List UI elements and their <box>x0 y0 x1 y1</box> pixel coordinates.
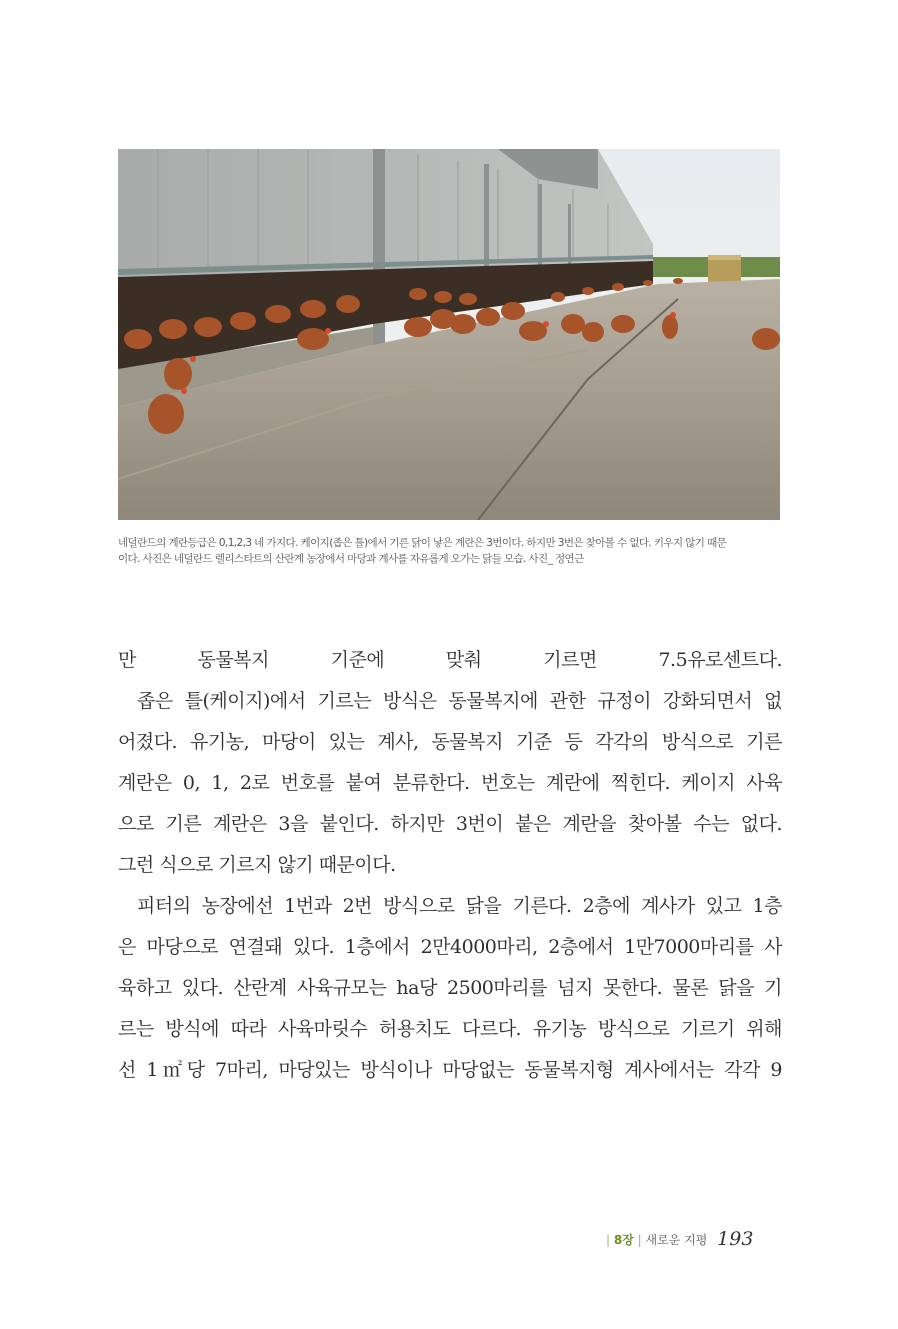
body-text <box>118 640 782 1091</box>
paragraph-line: 어졌다. 유기농, 마당이 있는 계사, 동물복지 기준 등 각각의 방식으로 기른 <box>118 731 782 753</box>
paragraph-line: 만 동물복지 기준에 맞춰 기르면 7.5유로센트다. <box>118 649 782 671</box>
paragraph-line: 육하고 있다. 산란계 사육규모는 ha당 2500마리를 넘지 못한다. 물론 닭을 기 <box>118 977 782 999</box>
paragraph-line: 좁은 틀(케이지)에서 기르는 방식은 동물복지에 관한 규정이 강화되면서 없 <box>137 690 782 712</box>
paragraph-line: 으로 기른 계란은 3을 붙인다. 하지만 3번이 붙은 계란을 찾아볼 수는 없다. <box>118 813 782 835</box>
footer-divider: | <box>637 1233 642 1247</box>
photo-illustration <box>118 149 780 520</box>
paragraph-line: 그런 식으로 기르지 않기 때문이다. <box>118 854 396 876</box>
paragraph-line: 계란은 0, 1, 2로 번호를 붙여 분류한다. 번호는 계란에 찍힌다. 케이지 사육 <box>118 772 782 794</box>
photo-caption <box>118 536 784 567</box>
caption-line: 네덜란드의 계란등급은 0,1,2,3 네 가지다. 케이지(좁은 틀)에서 기른 닭이 낳은 계란은 3번이다. 하지만 3번은 찾아볼 수 없다. 키우지 않기 때문 <box>118 537 727 549</box>
footer-divider: | <box>606 1233 611 1247</box>
paragraph-line: 선 1㎡당 7마리, 마당있는 방식이나 마당없는 동물복지형 계사에서는 각각 9 <box>118 1059 782 1081</box>
page-footer <box>606 1228 776 1252</box>
page-number: 193 <box>717 1228 754 1250</box>
paragraph-line: 은 마당으로 연결돼 있다. 1층에서 2만4000마리, 2층에서 1만7000마리를 사 <box>118 936 782 958</box>
section-title: 새로운 지평 <box>645 1233 708 1247</box>
chicken-farm-photo <box>118 149 780 520</box>
chapter-label: 8장 <box>613 1233 634 1247</box>
paragraph-line: 피터의 농장에선 1번과 2번 방식으로 닭을 기른다. 2층에 계사가 있고 1층 <box>137 895 782 917</box>
paragraph-line: 르는 방식에 따라 사육마릿수 허용치도 다르다. 유기농 방식으로 기르기 위해 <box>118 1018 782 1040</box>
caption-line: 이다. 사진은 네덜란드 렐리스타트의 산란계 농장에서 마당과 계사를 자유롭게 오가는 닭들 모습. 사진_ 정연근 <box>118 552 584 565</box>
